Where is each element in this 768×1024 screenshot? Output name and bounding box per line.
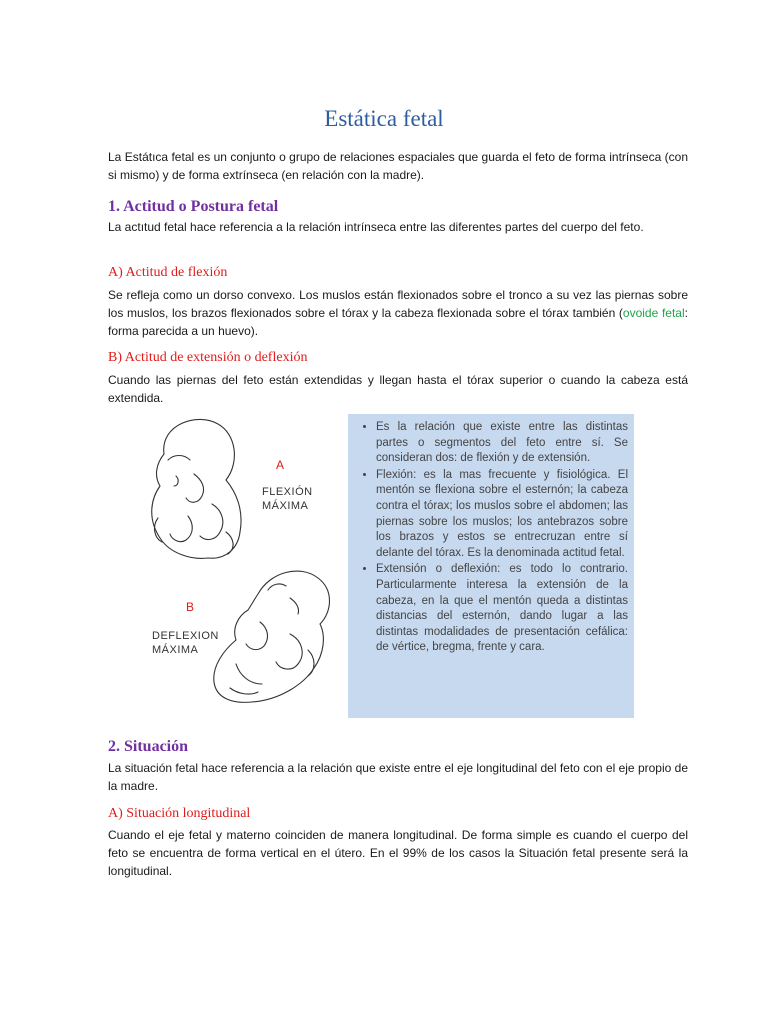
info-bullet-list (354, 420, 628, 656)
fetal-posture-figure (140, 414, 340, 724)
fetal-attitude-info-box (348, 414, 634, 718)
page-title: Estática fetal (324, 106, 444, 131)
figure-label-a-line2: MÁXIMA (262, 500, 309, 512)
ovoide-fetal-highlight: ovoide fetal (622, 306, 685, 320)
figure-label-a-line1: FLEXIÓN (262, 486, 313, 498)
info-bullet-extension: • Extensión o deflexión: es todo lo contrario. Particularmente interesa la extensión de la cabeza, en la que el mentón queda a distintas distancias del esternón, dando lugar a las distintas modalidades de presentación cefálica: de vértice, bregma, frente y cara. (376, 562, 628, 656)
info-bullet-definition: • Es la relación que existe entre las distintas partes o segmentos del feto entre sí. Se consideran dos: de flexión y de extensión. (376, 420, 628, 467)
section-1b-heading: B) Actitud de extensión o deflexión (108, 350, 308, 365)
section-2a-heading: A) Situación longitudinal (108, 806, 251, 821)
fetal-posture-illustration (140, 414, 340, 724)
figure-letter-b: B (186, 600, 195, 614)
section-1-heading: 1. Actitud o Postura fetal (108, 198, 279, 215)
figure-label-b-line2: MÁXIMA (152, 644, 199, 656)
section-1a-text-before: Se refleja como un dorso convexo. Los muslos están flexionados sobre el tronco a su vez las piernas sobre los muslos, los brazos flexionados sobre el tórax y la cabeza flexionada sobre el tórax también ( (108, 288, 688, 320)
figure-label-b-line1: DEFLEXION (152, 630, 219, 642)
section-2-heading: 2. Situación (108, 738, 189, 755)
intro-paragraph: La Estátıca fetal es un conjunto o grupo de relaciones espaciales que guarda el feto de forma intrínseca (con si mismo) y de forma extrínseca (en relación con la madre). (108, 150, 688, 182)
figure-letter-a: A (276, 458, 285, 472)
section-2a-paragraph: Cuando el eje fetal y materno coinciden de manera longitudinal. De forma simple es cuando el cuerpo del feto se encuentra de forma vertical en el útero. En el 99% de los casos la Situación fetal presente será la longitudinal. (108, 828, 688, 878)
info-bullet-flexion: • Flexión: es la mas frecuente y fisiológica. El mentón se flexiona sobre el esternón; la cabeza contra el tórax; los muslos sobre el abdomen; las piernas sobre los muslos; los antebrazos sobre los brazos y estos se entrecruzan entre sí delante del tórax. Es la denominada actitud fetal. (376, 468, 628, 562)
section-1a-paragraph (108, 286, 688, 340)
section-1b-paragraph: Cuando las piernas del feto están extendidas y llegan hasta el tórax superior o cuando la cabeza está extendida. (108, 373, 688, 405)
section-2-paragraph: La situación fetal hace referencia a la relación que existe entre el eje longitudinal del feto con el eje propio de la madre. (108, 761, 688, 793)
section-1-paragraph: La actıtud fetal hace referencia a la relación intrínseca entre las diferentes partes del cuerpo del feto. (108, 220, 644, 234)
section-1a-heading: A) Actitud de flexión (108, 265, 228, 280)
section-1a-text-after: : forma parecida a un huevo). (108, 306, 688, 338)
